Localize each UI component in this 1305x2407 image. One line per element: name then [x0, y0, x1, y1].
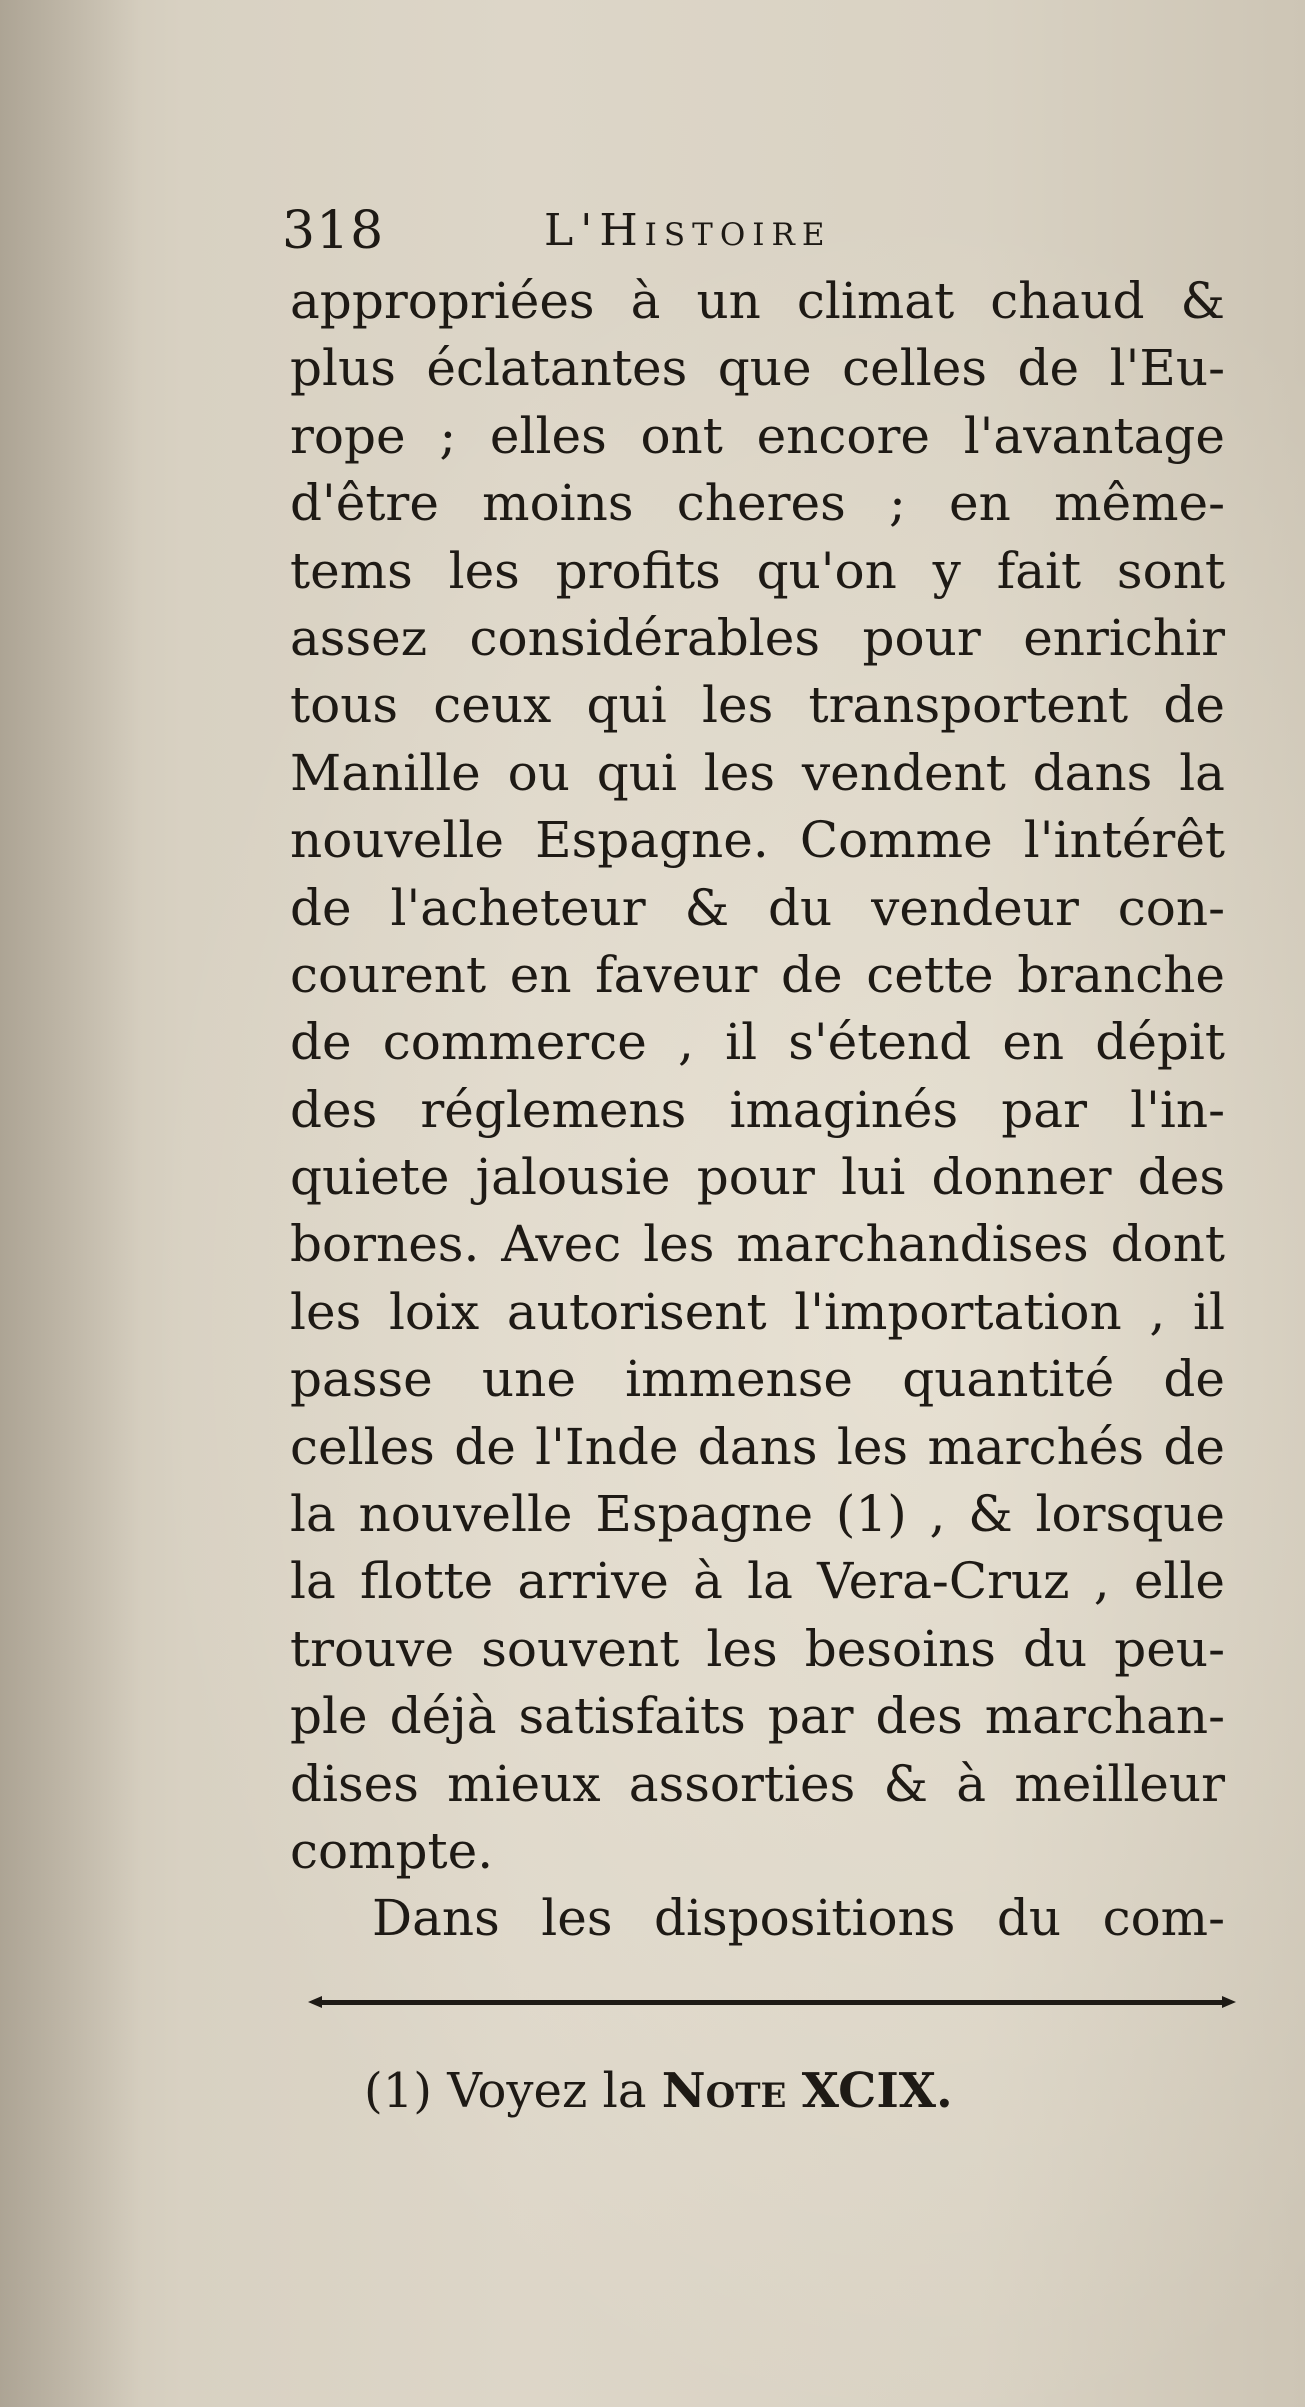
text-line: assez considérables pour enrichir	[290, 608, 1225, 667]
text-line: la flotte arrive à la Vera-Cruz , elle	[290, 1552, 1225, 1611]
footnote	[364, 2056, 953, 2126]
text-line: appropriées à un climat chaud &	[290, 272, 1225, 330]
text-line: dises mieux assorties & à meilleur	[290, 1754, 1225, 1813]
page-gutter-shadow	[0, 0, 140, 2407]
footnote-text: Voyez la	[447, 2063, 647, 2119]
footnote-note-ref: XCIX.	[801, 2063, 953, 2119]
text-line: Manille ou qui les vendent dans la	[290, 743, 1225, 802]
text-line: de l'acheteur & du vendeur con-	[290, 878, 1225, 937]
paragraph-end-line: compte.	[290, 1821, 494, 1880]
footnote-marker: (1)	[364, 2063, 432, 2119]
body-text	[290, 268, 1225, 1953]
text-line: trouve souvent les besoins du peu-	[290, 1619, 1225, 1678]
text-line: ple déjà satisfaits par des marchan-	[290, 1687, 1225, 1746]
text-line: courent en faveur de cette branche	[290, 945, 1225, 1004]
footnote-rule	[322, 2000, 1222, 2005]
text-line: de commerce , il s'étend en dépit	[290, 1013, 1225, 1072]
text-line: bornes. Avec les marchandises dont	[290, 1215, 1225, 1274]
text-line: tous ceux qui les transportent de	[290, 676, 1225, 735]
text-line: tems les profits qu'on y fait sont	[290, 541, 1225, 600]
paragraph-start-line: Dans les dispositions du com-	[372, 1889, 1225, 1948]
text-line: des réglemens imaginés par l'in-	[290, 1080, 1225, 1139]
text-line: passe une immense quantité de	[290, 1350, 1225, 1409]
text-line: plus éclatantes que celles de l'Eu-	[290, 339, 1225, 398]
running-head-title: L'Histoire	[544, 205, 832, 256]
text-line: d'être moins cheres ; en même-	[290, 474, 1225, 533]
text-line: nouvelle Espagne. Comme l'intérêt	[290, 811, 1225, 870]
footnote-note-word: Note	[661, 2063, 787, 2119]
text-line: rope ; elles ont encore l'avantage	[290, 406, 1225, 465]
text-line: les loix autorisent l'importation , il	[290, 1282, 1225, 1341]
running-head	[282, 196, 1022, 266]
page-number: 318	[282, 201, 385, 261]
text-line: la nouvelle Espagne (1) , & lorsque	[290, 1485, 1225, 1544]
text-line: celles de l'Inde dans les marchés de	[290, 1417, 1225, 1476]
text-line: quiete jalousie pour lui donner des	[290, 1148, 1225, 1207]
